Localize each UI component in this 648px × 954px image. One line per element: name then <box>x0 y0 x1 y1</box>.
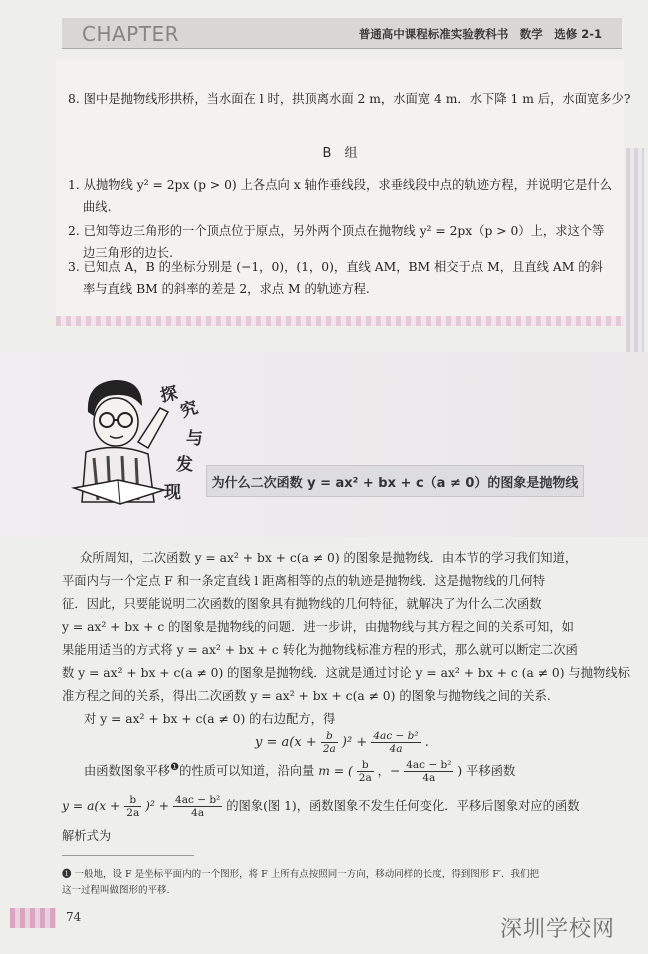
group-b-title: B 组 <box>322 146 358 161</box>
page-corner-decoration <box>10 908 56 928</box>
footnote-divider <box>62 855 194 856</box>
body-line-4: y = ax² + bx + c 的图象是抛物线的问题．进一步讲，由抛物线与其方程之间的关系可知，如 <box>62 620 574 634</box>
exercise-8: 8. 图中是抛物线形拱桥，当水面在 l 时，拱顶离水面 2 m，水面宽 4 m．水下降 1 m 后，水面宽多少? <box>68 92 631 106</box>
chapter-label: CHAPTER <box>82 22 179 46</box>
body-line-2: 平面内与一个定点 F 和一条定直线 l 距离相等的点的轨迹是抛物线．这是抛物线的几何特 <box>62 574 546 588</box>
body-line-5: 果能用适当的方式将 y = ax² + bx + c 转化为抛物线标准方程的形式，那么就可以断定二次函 <box>62 643 578 657</box>
page-number: 74 <box>66 910 82 924</box>
cartoon-char-5: 现 <box>164 483 181 503</box>
fraction-4ac-minus-b2-over-4a: $\frac{\text{4ac − b²}}{4a}$ <box>373 730 419 755</box>
body-line-3: 征．因此，只要能说明二次函数的图象具有抛物线的几何特征，就解决了为什么二次函数 <box>62 597 542 611</box>
cartoon-char-2: 究 <box>178 397 201 423</box>
cartoon-char-4: 发 <box>176 455 193 475</box>
fraction-4ac-minus-b2-over-4a: $\frac{\text{4ac − b²}}{4a}$ <box>406 759 452 784</box>
body-line-7: 准方程之间的关系，得出二次函数 y = ax² + bx + c(a ≠ 0) 的图象与抛物线之间的关系. <box>62 689 551 703</box>
watermark: 深圳学校网 <box>500 917 616 942</box>
body-line-last: 解析式为 <box>62 829 112 843</box>
fraction-b-over-2a: $\frac{b}{2a}$ <box>322 730 336 755</box>
cartoon-char-3: 与 <box>186 429 203 449</box>
exercise-box <box>56 58 631 320</box>
cartoon-char-1: 探 <box>158 383 180 407</box>
body-line-1: 众所周知，二次函数 y = ax² + bx + c(a ≠ 0) 的图象是抛物线．由本节的学习我们知道， <box>80 551 578 565</box>
exercise-b1-line2: 曲线. <box>83 200 112 214</box>
page-edge-decoration <box>56 316 624 326</box>
body-line-function: y = a(x + $\frac{b}{2a}$ )² + $\frac{\text{4ac − b²}}{4a}$ 的图象(图 1)，函数图象不发生任何变化．平移后图象对应的函数 <box>62 794 580 819</box>
body-line-6: 数 y = ax² + bx + c(a ≠ 0) 的图象是抛物线．这就是通过讨论 y = ax² + bx + c (a ≠ 0) 与抛物线标 <box>62 666 630 680</box>
footnote-line-1: ❶ 一般地，设 F 是坐标平面内的一个图形，将 F 上所有点按照同一方向，移动同样的长度，得到图形 F′．我们把 <box>62 869 540 880</box>
section-title-bar <box>206 465 584 497</box>
section-title: 为什么二次函数 y = ax² + bx + c（a ≠ 0）的图象是抛物线 <box>211 476 579 491</box>
exercise-b3-line2: 率与直线 BM 的斜率的差是 2，求点 M 的轨迹方程. <box>83 282 370 296</box>
fraction-4ac-minus-b2-over-4a: $\frac{\text{4ac − b²}}{4a}$ <box>175 794 221 819</box>
body-line-8: 对 y = ax² + bx + c(a ≠ 0) 的右边配方，得 <box>84 712 336 726</box>
footnote-marker: ❶ <box>170 761 180 773</box>
fraction-b-over-2a: $\frac{b}{2a}$ <box>358 759 372 784</box>
fraction-b-over-2a: $\frac{b}{2a}$ <box>126 794 140 819</box>
equation-vertex-form: y = a(x + $\frac{b}{2a}$ )² + $\frac{\text{4ac − b²}}{4a}$ . <box>255 730 429 755</box>
equation-lhs: y = a(x + <box>255 735 317 750</box>
exercise-b1-line1: 1. 从抛物线 y² = 2px (p > 0) 上各点向 x 轴作垂线段，求垂线段中点的轨迹方程，并说明它是什么 <box>68 178 612 192</box>
exercise-b3-line1: 3. 已知点 A，B 的坐标分别是 (−1，0)，(1，0)，直线 AM，BM 相交于点 M，且直线 AM 的斜 <box>68 260 603 274</box>
book-title: 普通高中课程标准实验教科书 数学 选修 2-1 <box>358 27 602 41</box>
page-header <box>62 18 622 49</box>
exercise-b2-line1: 2. 已知等边三角形的一个顶点位于原点，另外两个顶点在抛物线 y² = 2px（p > 0）上，求这个等 <box>68 224 605 238</box>
body-line-translation: 由函数图象平移$^❶$的性质可以知道，沿向量 m = ( $\frac{b}{2a}$ ，− $\frac{\text{4ac − b²}}{4a}$ ) 平移函数 <box>84 759 516 784</box>
exercise-b2-line2: 边三角形的边长. <box>83 246 173 260</box>
footnote-line-2: 这一过程叫做图形的平移. <box>62 885 170 896</box>
